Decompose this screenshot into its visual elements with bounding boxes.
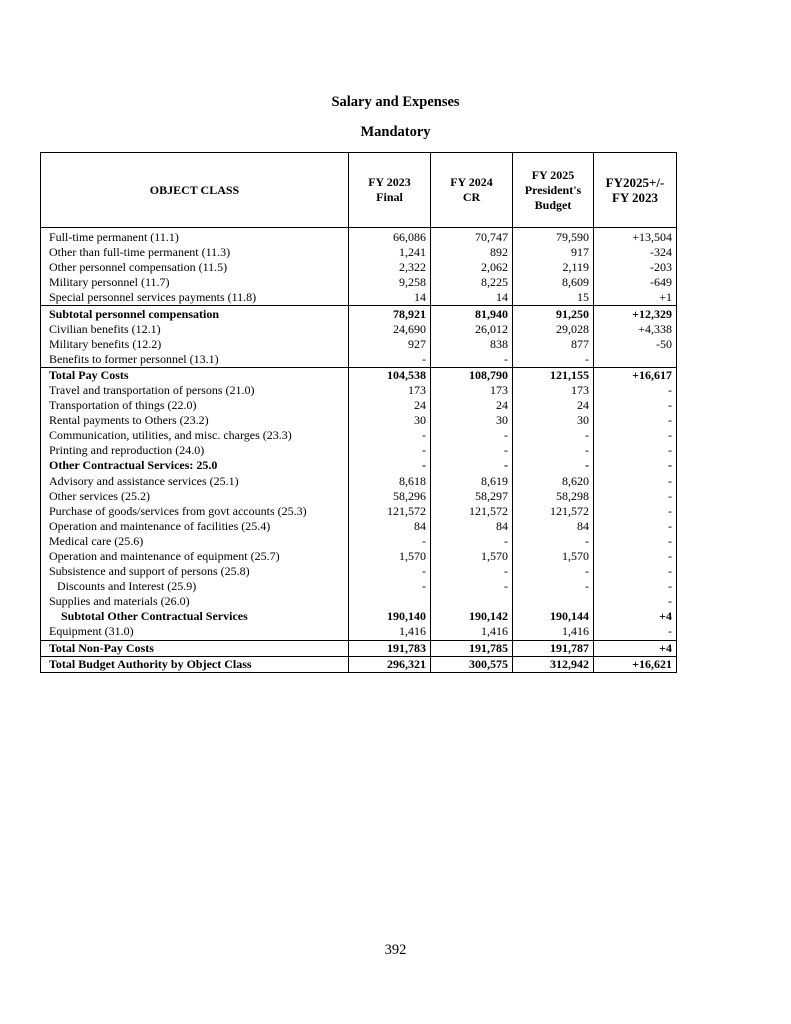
table-row — [41, 458, 677, 473]
cell-change: - — [594, 594, 677, 609]
cell-fy2024: 8,619 — [431, 474, 513, 489]
cell-fy2025: 8,620 — [513, 474, 594, 489]
header-fy2024: FY 2024 CR — [431, 153, 513, 228]
row-label: Benefits to former personnel (13.1) — [41, 352, 349, 368]
page-number: 392 — [384, 942, 407, 958]
cell-fy2024: 81,940 — [431, 306, 513, 322]
cell-fy2025: 121,572 — [513, 504, 594, 519]
row-label: Civilian benefits (12.1) — [41, 322, 349, 337]
cell-fy2025: - — [513, 352, 594, 368]
table-row — [41, 367, 677, 383]
table-row — [41, 474, 677, 489]
row-label: Subsistence and support of persons (25.8) — [41, 564, 349, 579]
row-label: Operation and maintenance of equipment (25.7) — [41, 549, 349, 564]
cell-change: - — [594, 579, 677, 594]
cell-fy2025: 2,119 — [513, 260, 594, 275]
cell-fy2023: 84 — [349, 519, 431, 534]
cell-fy2024: - — [431, 352, 513, 368]
cell-change — [594, 352, 677, 368]
table-row — [41, 640, 677, 656]
cell-fy2025: - — [513, 579, 594, 594]
cell-fy2024: 14 — [431, 290, 513, 306]
cell-fy2023: 1,241 — [349, 245, 431, 260]
row-label: Military benefits (12.2) — [41, 337, 349, 352]
row-label: Subtotal Other Contractual Services — [41, 609, 349, 624]
row-label: Special personnel services payments (11.8) — [41, 290, 349, 306]
row-label: Operation and maintenance of facilities (25.4) — [41, 519, 349, 534]
cell-fy2024: 70,747 — [431, 230, 513, 245]
cell-fy2024: 300,575 — [431, 656, 513, 672]
cell-change: +16,621 — [594, 656, 677, 672]
object-class-table — [40, 152, 677, 673]
cell-change: +12,329 — [594, 306, 677, 322]
row-label: Advisory and assistance services (25.1) — [41, 474, 349, 489]
cell-fy2023: 1,416 — [349, 624, 431, 640]
cell-fy2023: 58,296 — [349, 489, 431, 504]
cell-fy2023: - — [349, 443, 431, 458]
cell-fy2024: 58,297 — [431, 489, 513, 504]
cell-change: - — [594, 624, 677, 640]
row-label: Purchase of goods/services from govt accounts (25.3) — [41, 504, 349, 519]
cell-fy2023: 173 — [349, 383, 431, 398]
cell-fy2023: 14 — [349, 290, 431, 306]
table-row — [41, 428, 677, 443]
cell-change: - — [594, 398, 677, 413]
table-row — [41, 489, 677, 504]
page-title: Salary and Expenses — [331, 94, 460, 110]
cell-fy2023: - — [349, 579, 431, 594]
cell-change: - — [594, 443, 677, 458]
cell-fy2025: 917 — [513, 245, 594, 260]
row-label: Total Non-Pay Costs — [41, 640, 349, 656]
cell-change: +4 — [594, 609, 677, 624]
row-label: Subtotal personnel compensation — [41, 306, 349, 322]
cell-fy2023: 927 — [349, 337, 431, 352]
table-row — [41, 549, 677, 564]
cell-change: -50 — [594, 337, 677, 352]
cell-fy2025: 29,028 — [513, 322, 594, 337]
table-row — [41, 322, 677, 337]
cell-fy2024: - — [431, 564, 513, 579]
row-label: Communication, utilities, and misc. charges (23.3) — [41, 428, 349, 443]
cell-fy2024 — [431, 594, 513, 609]
cell-fy2024: 8,225 — [431, 275, 513, 290]
table-row — [41, 290, 677, 306]
cell-fy2024: 121,572 — [431, 504, 513, 519]
cell-change: - — [594, 489, 677, 504]
cell-fy2024: 1,416 — [431, 624, 513, 640]
cell-fy2025: - — [513, 443, 594, 458]
header-fy2023: FY 2023 Final — [349, 153, 431, 228]
table-row — [41, 519, 677, 534]
cell-change: +4,338 — [594, 322, 677, 337]
cell-change: +1 — [594, 290, 677, 306]
table-row — [41, 398, 677, 413]
table-row — [41, 504, 677, 519]
cell-change: - — [594, 458, 677, 473]
cell-fy2023: 121,572 — [349, 504, 431, 519]
row-label: Other services (25.2) — [41, 489, 349, 504]
cell-fy2025: 877 — [513, 337, 594, 352]
cell-change: - — [594, 474, 677, 489]
cell-change: +4 — [594, 640, 677, 656]
table-row — [41, 443, 677, 458]
table-row — [41, 413, 677, 428]
cell-fy2024: 84 — [431, 519, 513, 534]
cell-fy2024: 30 — [431, 413, 513, 428]
cell-change: -324 — [594, 245, 677, 260]
row-label: Other personnel compensation (11.5) — [41, 260, 349, 275]
table-row — [41, 564, 677, 579]
cell-fy2024: 26,012 — [431, 322, 513, 337]
cell-fy2023: 8,618 — [349, 474, 431, 489]
cell-fy2024: - — [431, 579, 513, 594]
cell-fy2023: 78,921 — [349, 306, 431, 322]
row-label: Medical care (25.6) — [41, 534, 349, 549]
table-row — [41, 534, 677, 549]
cell-change: -203 — [594, 260, 677, 275]
row-label: Printing and reproduction (24.0) — [41, 443, 349, 458]
cell-change: +13,504 — [594, 230, 677, 245]
cell-fy2024: - — [431, 443, 513, 458]
cell-fy2025: 312,942 — [513, 656, 594, 672]
cell-fy2023: 24,690 — [349, 322, 431, 337]
row-label: Total Budget Authority by Object Class — [41, 656, 349, 672]
cell-change: - — [594, 564, 677, 579]
cell-fy2023: 296,321 — [349, 656, 431, 672]
cell-fy2025: 15 — [513, 290, 594, 306]
cell-fy2025: 79,590 — [513, 230, 594, 245]
table-row — [41, 656, 677, 672]
cell-change: - — [594, 428, 677, 443]
cell-change: - — [594, 519, 677, 534]
row-label: Other than full-time permanent (11.3) — [41, 245, 349, 260]
row-label: Equipment (31.0) — [41, 624, 349, 640]
header-change: FY2025+/- FY 2023 — [594, 153, 677, 228]
row-label: Military personnel (11.7) — [41, 275, 349, 290]
header-object-class: OBJECT CLASS — [41, 153, 349, 228]
cell-fy2024: 190,142 — [431, 609, 513, 624]
cell-change: -649 — [594, 275, 677, 290]
cell-fy2025: 191,787 — [513, 640, 594, 656]
cell-fy2025: 1,416 — [513, 624, 594, 640]
cell-change: +16,617 — [594, 367, 677, 383]
cell-fy2024: - — [431, 534, 513, 549]
table-row — [41, 609, 677, 624]
cell-fy2023: 1,570 — [349, 549, 431, 564]
cell-fy2024: 1,570 — [431, 549, 513, 564]
cell-fy2023: 9,258 — [349, 275, 431, 290]
row-label: Travel and transportation of persons (21.0) — [41, 383, 349, 398]
cell-change: - — [594, 413, 677, 428]
row-label: Full-time permanent (11.1) — [41, 230, 349, 245]
cell-fy2023: 190,140 — [349, 609, 431, 624]
table-row — [41, 337, 677, 352]
header-fy2025: FY 2025 President's Budget — [513, 153, 594, 228]
cell-fy2023: - — [349, 428, 431, 443]
cell-fy2025: 8,609 — [513, 275, 594, 290]
cell-fy2023: 2,322 — [349, 260, 431, 275]
table-row — [41, 383, 677, 398]
cell-fy2024: 892 — [431, 245, 513, 260]
cell-fy2024: 2,062 — [431, 260, 513, 275]
cell-fy2023 — [349, 594, 431, 609]
row-label: Transportation of things (22.0) — [41, 398, 349, 413]
table-row — [41, 306, 677, 322]
table-row — [41, 275, 677, 290]
cell-fy2025: 91,250 — [513, 306, 594, 322]
table-row — [41, 352, 677, 368]
cell-fy2023: - — [349, 458, 431, 473]
cell-fy2025 — [513, 594, 594, 609]
table-row — [41, 260, 677, 275]
row-label: Supplies and materials (26.0) — [41, 594, 349, 609]
cell-change: - — [594, 534, 677, 549]
cell-fy2023: - — [349, 534, 431, 549]
cell-fy2023: 30 — [349, 413, 431, 428]
cell-fy2023: 104,538 — [349, 367, 431, 383]
cell-fy2023: - — [349, 564, 431, 579]
cell-fy2024: 108,790 — [431, 367, 513, 383]
cell-fy2025: 1,570 — [513, 549, 594, 564]
table-row — [41, 594, 677, 609]
cell-change: - — [594, 549, 677, 564]
cell-fy2024: - — [431, 428, 513, 443]
cell-change: - — [594, 383, 677, 398]
cell-fy2023: 24 — [349, 398, 431, 413]
cell-fy2025: - — [513, 534, 594, 549]
table-header-row — [41, 153, 677, 228]
row-label: Discounts and Interest (25.9) — [41, 579, 349, 594]
cell-fy2025: - — [513, 458, 594, 473]
cell-fy2025: 24 — [513, 398, 594, 413]
table-row — [41, 230, 677, 245]
cell-fy2024: 173 — [431, 383, 513, 398]
cell-fy2025: 84 — [513, 519, 594, 534]
cell-fy2023: 66,086 — [349, 230, 431, 245]
cell-fy2024: 191,785 — [431, 640, 513, 656]
cell-fy2024: - — [431, 458, 513, 473]
cell-fy2025: 30 — [513, 413, 594, 428]
cell-fy2025: 190,144 — [513, 609, 594, 624]
row-label: Total Pay Costs — [41, 367, 349, 383]
cell-fy2025: 173 — [513, 383, 594, 398]
cell-fy2025: 121,155 — [513, 367, 594, 383]
cell-fy2024: 24 — [431, 398, 513, 413]
cell-fy2024: 838 — [431, 337, 513, 352]
cell-fy2025: - — [513, 564, 594, 579]
row-label: Other Contractual Services: 25.0 — [41, 458, 349, 473]
cell-fy2023: - — [349, 352, 431, 368]
cell-fy2025: 58,298 — [513, 489, 594, 504]
page-subtitle: Mandatory — [360, 124, 431, 140]
table-row — [41, 245, 677, 260]
row-label: Rental payments to Others (23.2) — [41, 413, 349, 428]
table-row — [41, 579, 677, 594]
table-row — [41, 624, 677, 640]
cell-change: - — [594, 504, 677, 519]
cell-fy2023: 191,783 — [349, 640, 431, 656]
cell-fy2025: - — [513, 428, 594, 443]
